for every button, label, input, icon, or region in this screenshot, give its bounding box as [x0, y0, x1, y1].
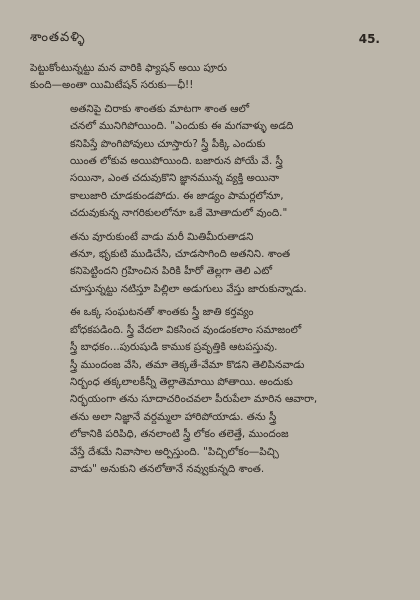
text-line: చనలో మునిగిపోయింది. "ఎందుకు ఈ మగవాళ్ళు అడది	[70, 120, 294, 133]
text-line: బోధకపడింది. స్త్రీ వేదలా వికసించ వుండంకలాం సమాజంలో	[70, 323, 302, 336]
paragraph	[30, 101, 392, 223]
page-header	[30, 30, 380, 52]
text-line: నిర్బంధ తక్కలాలకీన్నీ తెల్లాతెమాయి పోతాయి. అందుకు	[70, 375, 293, 388]
text-line: పెట్టుకోంటున్నట్టు మన వారికి ఫ్యాషన్ అయి పూరు	[30, 62, 227, 74]
text-line: తను వూరుకుంటే వాడు మరీ మితిమీరుతాడని	[70, 230, 254, 243]
text-line: స్త్రీ బాధకం...పురుషుడి కాముక ప్రవృత్తికి ఆటపస్తువు.	[70, 341, 278, 354]
text-line: చూస్తున్నట్టు నటిస్తూ పిల్లిలా అడుగులు వేస్తు జారుకున్నాడు.	[70, 282, 307, 295]
text-line: తనూ, భృకుటి ముడిచేసి, చూడసాగింది అతనిని. శాంత	[70, 248, 291, 261]
body-text	[30, 60, 392, 484]
running-head: శాంతవళ్ళి	[30, 30, 86, 45]
text-line: లోకానికి పరిపిధి, తనలాంటి స్త్రీ లోకం తలెత్తే, ముందంజ	[70, 428, 289, 441]
text-line: ఈ ఒక్క సంఘటనతో శాంతకు స్త్రీ జాతి కర్తవ్యం	[70, 306, 254, 319]
text-line: వాడు" అనుకుని తనలోతానే నవ్వుకున్నది శాంత.	[70, 462, 265, 475]
text-line: కుంది—అంతా యిమిటేషన్ సరుకు—ఛీ!!	[30, 79, 194, 92]
text-line: యింత లోకువ అయిపోయింది. బజారున పోయే వే. స్త్రీ	[70, 155, 283, 168]
text-line: నిర్భయంగా తను సూదాచరించవలా పీరుపేలా మారిన ఆవారా,	[70, 393, 318, 406]
text-line: కాలుజారి చూడకుండపోదు. ఈ జాడ్యం పామర్లలోనూ,	[70, 189, 284, 202]
text-line: చదువుకున్న నాగరికులలోనూ ఒకే మోతాదులో వుంది."	[70, 207, 288, 220]
paragraph	[30, 304, 392, 478]
text-line: తను అలా నిజ్ఞానే వర్దమ్మలా హారిపోయాడు. తను స్త్రీ	[70, 410, 277, 423]
text-line: కనిపిస్తే పొంగిపోవులు చూస్తారు? స్త్రీ పీక్కి ఎందుకు	[70, 137, 266, 150]
text-line: సయినా, ఎంత చదువుకొని జ్ఞానమున్న వ్యక్తి అయినా	[70, 172, 279, 185]
text-line: స్త్రీ ముందంజ వేసి, తమా తెక్కతే-వేమా కొడని తెలిపినవాడు	[70, 358, 305, 371]
text-line: అతనిపై చిరాకు శాంతకు మాటగా శాంత ఆలో	[70, 102, 250, 115]
page-number: 45.	[358, 32, 380, 46]
paragraph	[30, 60, 392, 95]
paragraph	[30, 229, 392, 299]
text-line: కనిపెట్టిందని గ్రహించిన పిరికి హీరో తెల్లగా తెలి ఎటో	[70, 265, 272, 278]
text-line: వేస్తే దేశమే నివాసాల అర్పిస్తుంది. "పిచ్చిలోకం—పిచ్చి	[70, 445, 279, 458]
